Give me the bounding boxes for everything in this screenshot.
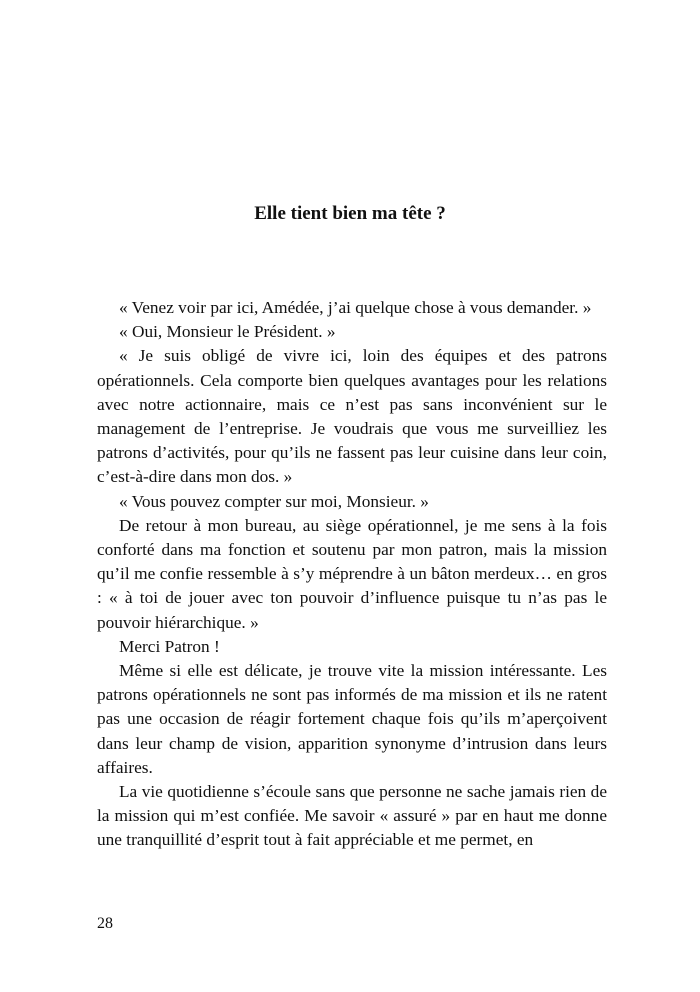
paragraph: Même si elle est délicate, je trouve vite la mission intéressante. Les patrons opérationnels ne sont pas informés de ma mission et ils ne ratent pas une occasion de réagir fortement chaque fois qu’ils m’aperçoivent dans leur champ de vision, apparition synonyme d’intrusion dans leurs affaires. (97, 661, 607, 777)
chapter-title: Elle tient bien ma tête ? (254, 203, 446, 224)
paragraph: « Oui, Monsieur le Président. » (119, 322, 336, 342)
paragraph: « Je suis obligé de vivre ici, loin des équipes et des patrons opérationnels. Cela comporte bien quelques avantages pour les relations avec notre actionnaire, mais ce n’est pas sans inconvénient sur le management de l’entreprise. Je voudrais que vous me surveilliez les patrons d’activités, pour qu’ils ne fassent pas leur cuisine dans leur coin, c’est-à-dire dans mon dos. » (97, 346, 607, 487)
body-text (97, 296, 607, 853)
paragraph: De retour à mon bureau, au siège opérationnel, je me sens à la fois conforté dans ma fonction et soutenu par mon patron, mais la mission qu’il me confie ressemble à s’y méprendre à un bâton merdeux… en gros : « à toi de jouer avec ton pouvoir d’influence puisque tu n’as pas le pouvoir hiérarchique. » (97, 515, 607, 632)
paragraph: « Venez voir par ici, Amédée, j’ai quelque chose à vous demander. » (119, 298, 592, 317)
paragraph: La vie quotidienne s’écoule sans que personne ne sache jamais rien de la mission qui m’est confiée. Me savoir « assuré » par en haut me donne une tranquillité d’esprit tout à fait appréciable et me permet, en (97, 782, 607, 850)
paragraph: Merci Patron ! (119, 636, 220, 656)
page-number: 28 (97, 915, 113, 932)
paragraph: « Vous pouvez compter sur moi, Monsieur. » (119, 491, 429, 511)
